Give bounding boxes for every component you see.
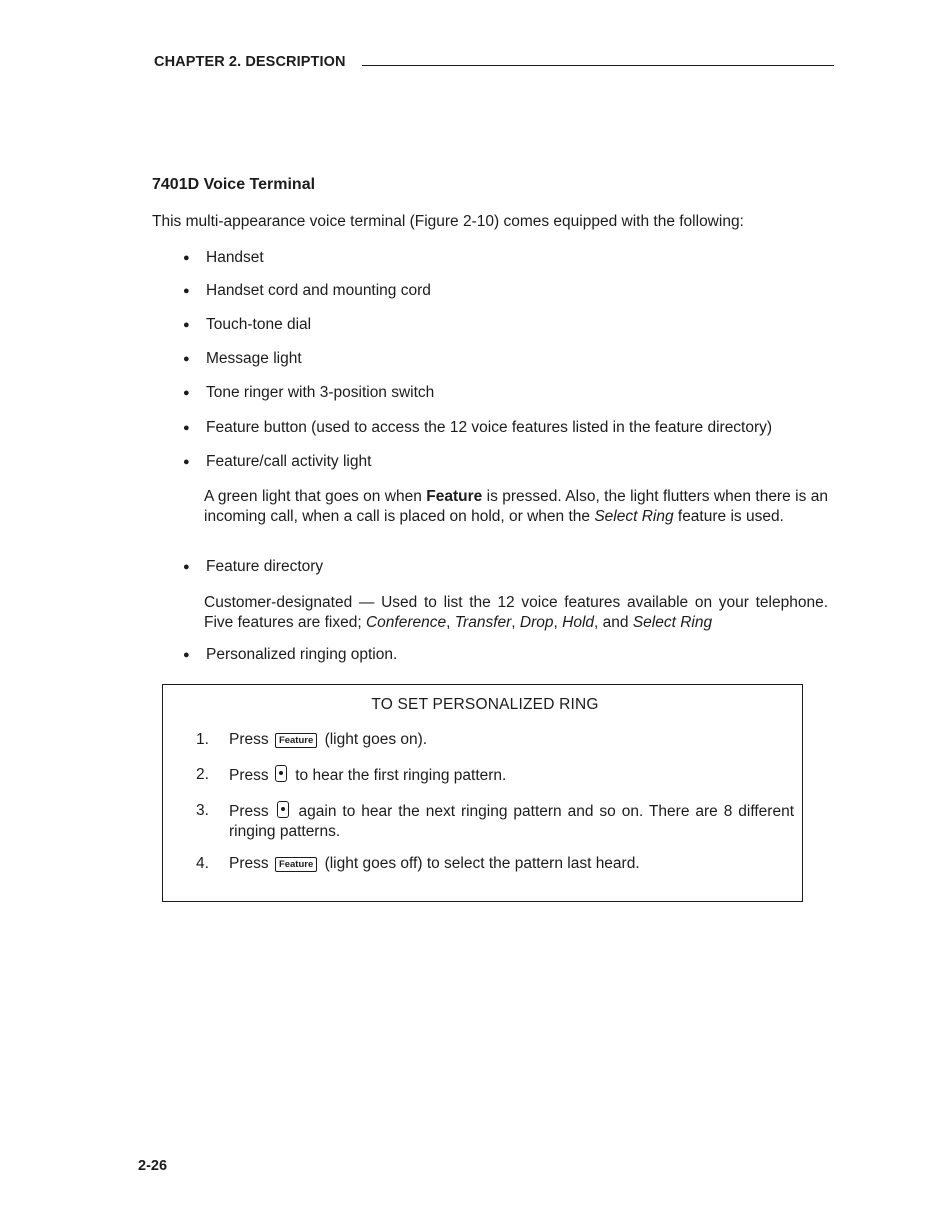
page-number: 2-26 <box>138 1158 168 1174</box>
step-number: 4. <box>196 855 209 872</box>
desc-text: , <box>446 614 455 631</box>
bullet-icon: ● <box>183 561 190 573</box>
desc-text: is pressed. Also, the light flutters when there is an incoming call, when a call is placed on hold, or when the <box>204 488 828 525</box>
desc-text: , <box>511 614 520 631</box>
step-body <box>229 765 794 786</box>
desc-bold-text: Feature <box>426 488 483 505</box>
step-text: again to hear the next ringing pattern and so on. There are 8 different ringing patterns. <box>229 803 795 840</box>
feature-key-icon: Feature <box>275 857 317 872</box>
step-body <box>229 854 794 874</box>
list-item-text: Feature button (used to access the 12 voice features listed in the feature directory) <box>206 419 773 436</box>
bullet-icon: ● <box>183 456 190 468</box>
list-item-text: Feature/call activity light <box>206 453 372 470</box>
list-item-text: Personalized ringing option. <box>206 646 398 663</box>
desc-text: , <box>553 614 563 631</box>
bullet-icon: ● <box>183 387 190 399</box>
desc-italic-text: Conference <box>365 614 447 631</box>
step-body <box>229 730 794 750</box>
step-press-label: Press <box>229 767 269 784</box>
step-press-label: Press <box>229 855 269 872</box>
desc-text: , and <box>594 614 633 631</box>
step-number: 2. <box>196 766 209 783</box>
desc-text: feature is used. <box>673 508 784 525</box>
bullet-icon: ● <box>183 649 190 661</box>
header-rule <box>362 65 834 66</box>
list-item-text: Handset <box>206 249 264 266</box>
dot-key-icon <box>275 765 287 782</box>
feature-key-icon: Feature <box>275 733 317 748</box>
intro-paragraph: This multi-appearance voice terminal (Figure 2-10) comes equipped with the following: <box>152 213 744 230</box>
desc-italic-text: Select Ring <box>594 508 674 525</box>
step-number: 3. <box>196 802 209 819</box>
list-item-text: Feature directory <box>206 558 324 575</box>
chapter-heading: CHAPTER 2. DESCRIPTION <box>154 54 346 70</box>
step-text: (light goes off) to select the pattern last heard. <box>324 855 640 872</box>
step-body <box>229 801 794 842</box>
list-item-text: Handset cord and mounting cord <box>206 282 431 299</box>
step-text: (light goes on). <box>324 731 428 748</box>
bullet-icon: ● <box>183 319 190 331</box>
bullet-icon: ● <box>183 252 190 264</box>
desc-italic-text: Drop <box>519 614 554 631</box>
step-press-label: Press <box>229 731 269 748</box>
bullet-icon: ● <box>183 353 190 365</box>
step-text: to hear the first ringing pattern. <box>295 767 507 784</box>
directory-description <box>204 593 828 633</box>
dot-key-icon <box>277 801 289 818</box>
list-item-text: Message light <box>206 350 302 367</box>
list-item-text: Touch-tone dial <box>206 316 312 333</box>
desc-italic-text: Transfer <box>454 614 512 631</box>
bullet-icon: ● <box>183 422 190 434</box>
desc-text: Customer-designated — Used to list the 12 voice features available on your telephone. Five features are fixed; <box>204 594 828 631</box>
desc-text: A green light that goes on when <box>204 488 427 505</box>
desc-italic-text: Hold <box>562 614 595 631</box>
section-title: 7401D Voice Terminal <box>152 176 316 193</box>
procedure-title: TO SET PERSONALIZED RING <box>371 696 599 713</box>
step-press-label: Press <box>229 803 269 820</box>
bullet-icon: ● <box>183 285 190 297</box>
step-number: 1. <box>196 731 209 748</box>
activity-light-description <box>204 487 828 527</box>
desc-italic-text: Select Ring <box>632 614 713 631</box>
running-header <box>154 52 834 72</box>
list-item-text: Tone ringer with 3-position switch <box>206 384 435 401</box>
